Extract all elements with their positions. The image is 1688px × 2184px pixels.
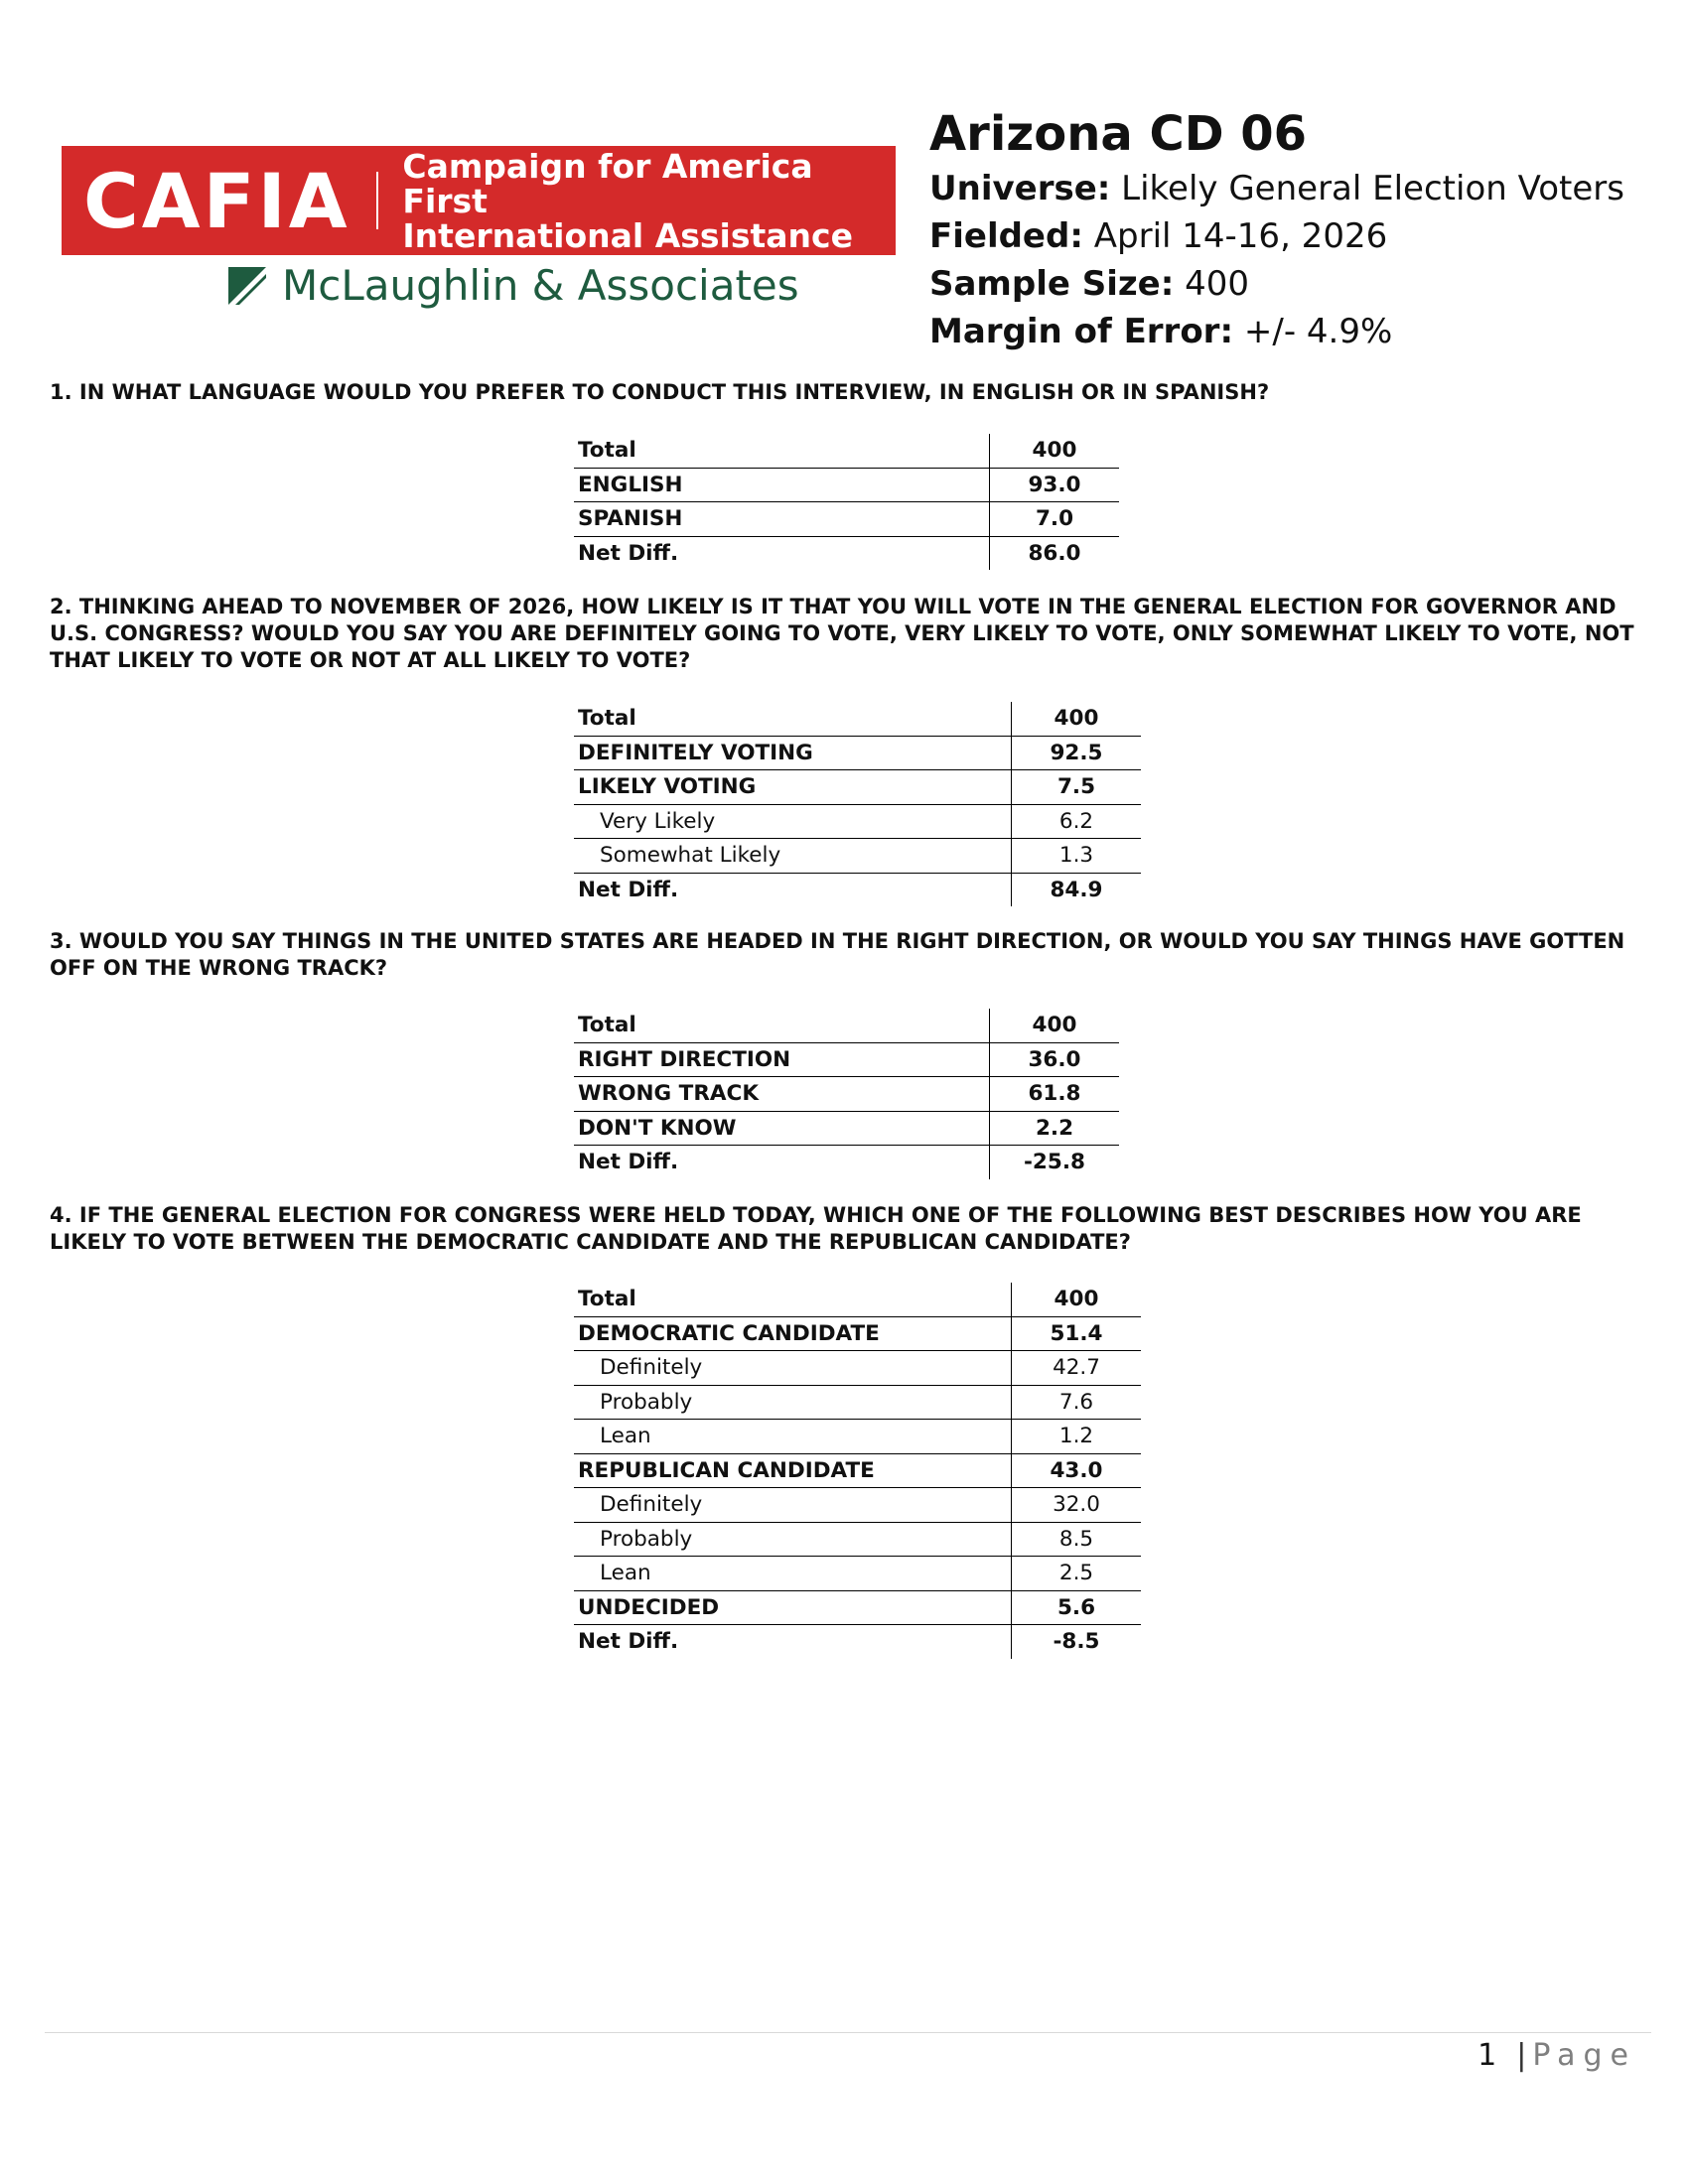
row-label: LIKELY VOTING <box>574 770 1012 805</box>
table-row <box>574 1316 1141 1351</box>
row-value: 400 <box>990 1009 1120 1042</box>
row-label: RIGHT DIRECTION <box>574 1042 990 1077</box>
row-label: Net Diff. <box>578 1629 679 1654</box>
row-label: Probably <box>574 1522 1012 1557</box>
row-value: 400 <box>990 434 1120 468</box>
meta-moe-label: Margin of Error: <box>929 312 1234 351</box>
row-value: 36.0 <box>990 1042 1120 1077</box>
survey-meta <box>929 103 1624 355</box>
row-value: 32.0 <box>1012 1488 1142 1523</box>
row-value: 2.2 <box>990 1111 1120 1146</box>
table-row <box>574 736 1141 770</box>
row-value: 86.0 <box>990 536 1120 570</box>
row-value: 7.0 <box>990 502 1120 537</box>
meta-moe-value: +/- 4.9% <box>1243 312 1393 351</box>
meta-universe <box>929 165 1624 212</box>
row-value: -25.8 <box>990 1146 1120 1179</box>
question-2-table <box>574 702 1141 906</box>
row-label: Probably <box>574 1385 1012 1420</box>
row-label: DEMOCRATIC CANDIDATE <box>574 1316 1012 1351</box>
row-value: 1.2 <box>1012 1420 1142 1454</box>
row-label: Total <box>574 1283 1012 1316</box>
table-row <box>574 1146 1119 1179</box>
page-number: 1 <box>1477 2038 1497 2073</box>
row-label: Definitely <box>574 1488 1012 1523</box>
page-footer <box>1477 2038 1636 2073</box>
table-row <box>574 1111 1119 1146</box>
table-row <box>574 1042 1119 1077</box>
row-value: 42.7 <box>1012 1351 1142 1386</box>
row-value: 92.5 <box>1012 736 1142 770</box>
question-3-table <box>574 1009 1119 1179</box>
page-title: Arizona CD 06 <box>929 106 1308 162</box>
mclaughlin-mark-icon <box>228 267 266 305</box>
row-value: -8.5 <box>1012 1625 1142 1659</box>
table-row <box>574 839 1141 874</box>
table-row <box>574 702 1141 736</box>
row-label: Lean <box>574 1420 1012 1454</box>
row-label: Net Diff. <box>578 1150 679 1174</box>
row-value: 51.4 <box>1012 1316 1142 1351</box>
row-label: Total <box>574 1009 990 1042</box>
row-value: 84.9 <box>1012 873 1142 906</box>
row-label: UNDECIDED <box>574 1590 1012 1625</box>
table-row <box>574 1522 1141 1557</box>
row-value: 7.5 <box>1012 770 1142 805</box>
table-row <box>574 468 1119 502</box>
row-value: 93.0 <box>990 468 1120 502</box>
table-row <box>574 873 1141 906</box>
table-row <box>574 502 1119 537</box>
table-row <box>574 1077 1119 1112</box>
row-label: DON'T KNOW <box>574 1111 990 1146</box>
row-label: Total <box>574 434 990 468</box>
row-label: Lean <box>574 1557 1012 1591</box>
row-value: 400 <box>1012 1283 1142 1316</box>
row-value: 8.5 <box>1012 1522 1142 1557</box>
row-label: Net Diff. <box>578 540 679 566</box>
question-4-table <box>574 1283 1141 1659</box>
table-row <box>574 1557 1141 1591</box>
page-separator: | <box>1516 2038 1527 2073</box>
meta-universe-value: Likely General Election Voters <box>1121 169 1624 208</box>
row-label: Total <box>574 702 1012 736</box>
table-row <box>574 1351 1141 1386</box>
meta-universe-label: Universe: <box>929 169 1111 208</box>
table-row <box>574 1385 1141 1420</box>
table-row <box>574 536 1119 570</box>
row-label: WRONG TRACK <box>574 1077 990 1112</box>
row-value: 6.2 <box>1012 804 1142 839</box>
table-row <box>574 434 1119 468</box>
logo-acronym: CAFIA <box>83 156 351 245</box>
logo-tagline-line2: International Assistance <box>402 215 853 255</box>
row-value: 61.8 <box>990 1077 1120 1112</box>
cafia-logo <box>62 146 896 310</box>
question-1-table <box>574 434 1119 570</box>
question-2-text: 2. THINKING AHEAD TO NOVEMBER OF 2026, HOW LIKELY IS IT THAT YOU WILL VOTE IN THE GENERAL ELECTION FOR GOVERNOR AND U.S. CONGRESS? WOULD YOU SAY YOU ARE DEFINITELY GOING TO VOTE, VERY LIKELY TO VOTE, ONLY SOMEWHAT LIKELY TO VOTE, NOT THAT LIKELY TO VOTE OR NOT AT ALL LIKELY TO VOTE? <box>50 595 1634 672</box>
row-label: Somewhat Likely <box>574 839 1012 874</box>
meta-fielded-value: April 14-16, 2026 <box>1093 216 1388 256</box>
meta-sample-value: 400 <box>1185 264 1250 304</box>
row-label: ENGLISH <box>574 468 990 502</box>
row-value: 400 <box>1012 702 1142 736</box>
page-label: Page <box>1532 2038 1636 2073</box>
table-row <box>574 1420 1141 1454</box>
logo-tagline <box>402 146 874 255</box>
logo-tagline-line1: Campaign for America First <box>402 146 813 220</box>
mclaughlin-logo <box>228 261 896 310</box>
meta-sample-size <box>929 260 1624 308</box>
row-value: 5.6 <box>1012 1590 1142 1625</box>
cafia-logo-band <box>62 146 896 255</box>
question-4-text: 4. IF THE GENERAL ELECTION FOR CONGRESS WERE HELD TODAY, WHICH ONE OF THE FOLLOWING BEST DESCRIBES HOW YOU ARE LIKELY TO VOTE BETWEEN THE DEMOCRATIC CANDIDATE AND THE REPUBLICAN CANDIDATE? <box>50 1203 1582 1254</box>
row-label: Net Diff. <box>578 877 679 902</box>
table-row <box>574 1590 1141 1625</box>
meta-margin-of-error <box>929 308 1624 355</box>
meta-fielded <box>929 212 1624 260</box>
table-row <box>574 770 1141 805</box>
question-3-text: 3. WOULD YOU SAY THINGS IN THE UNITED STATES ARE HEADED IN THE RIGHT DIRECTION, OR WOULD YOU SAY THINGS HAVE GOTTEN OFF ON THE WRONG TRACK? <box>50 929 1625 980</box>
logo-separator <box>376 172 379 229</box>
row-label: SPANISH <box>574 502 990 537</box>
row-value: 2.5 <box>1012 1557 1142 1591</box>
row-value: 43.0 <box>1012 1453 1142 1488</box>
table-row <box>574 1625 1141 1659</box>
row-label: REPUBLICAN CANDIDATE <box>574 1453 1012 1488</box>
meta-sample-label: Sample Size: <box>929 264 1175 304</box>
row-label: Definitely <box>574 1351 1012 1386</box>
table-row <box>574 1488 1141 1523</box>
logo-firm-name: McLaughlin & Associates <box>282 261 799 310</box>
question-1-text: 1. IN WHAT LANGUAGE WOULD YOU PREFER TO CONDUCT THIS INTERVIEW, IN ENGLISH OR IN SPANISH? <box>50 380 1270 404</box>
table-row <box>574 1283 1141 1316</box>
row-value: 1.3 <box>1012 839 1142 874</box>
footer-divider <box>45 2032 1651 2033</box>
row-label: Very Likely <box>574 804 1012 839</box>
table-row <box>574 1453 1141 1488</box>
meta-fielded-label: Fielded: <box>929 216 1083 256</box>
row-label: DEFINITELY VOTING <box>574 736 1012 770</box>
table-row <box>574 1009 1119 1042</box>
row-value: 7.6 <box>1012 1385 1142 1420</box>
table-row <box>574 804 1141 839</box>
